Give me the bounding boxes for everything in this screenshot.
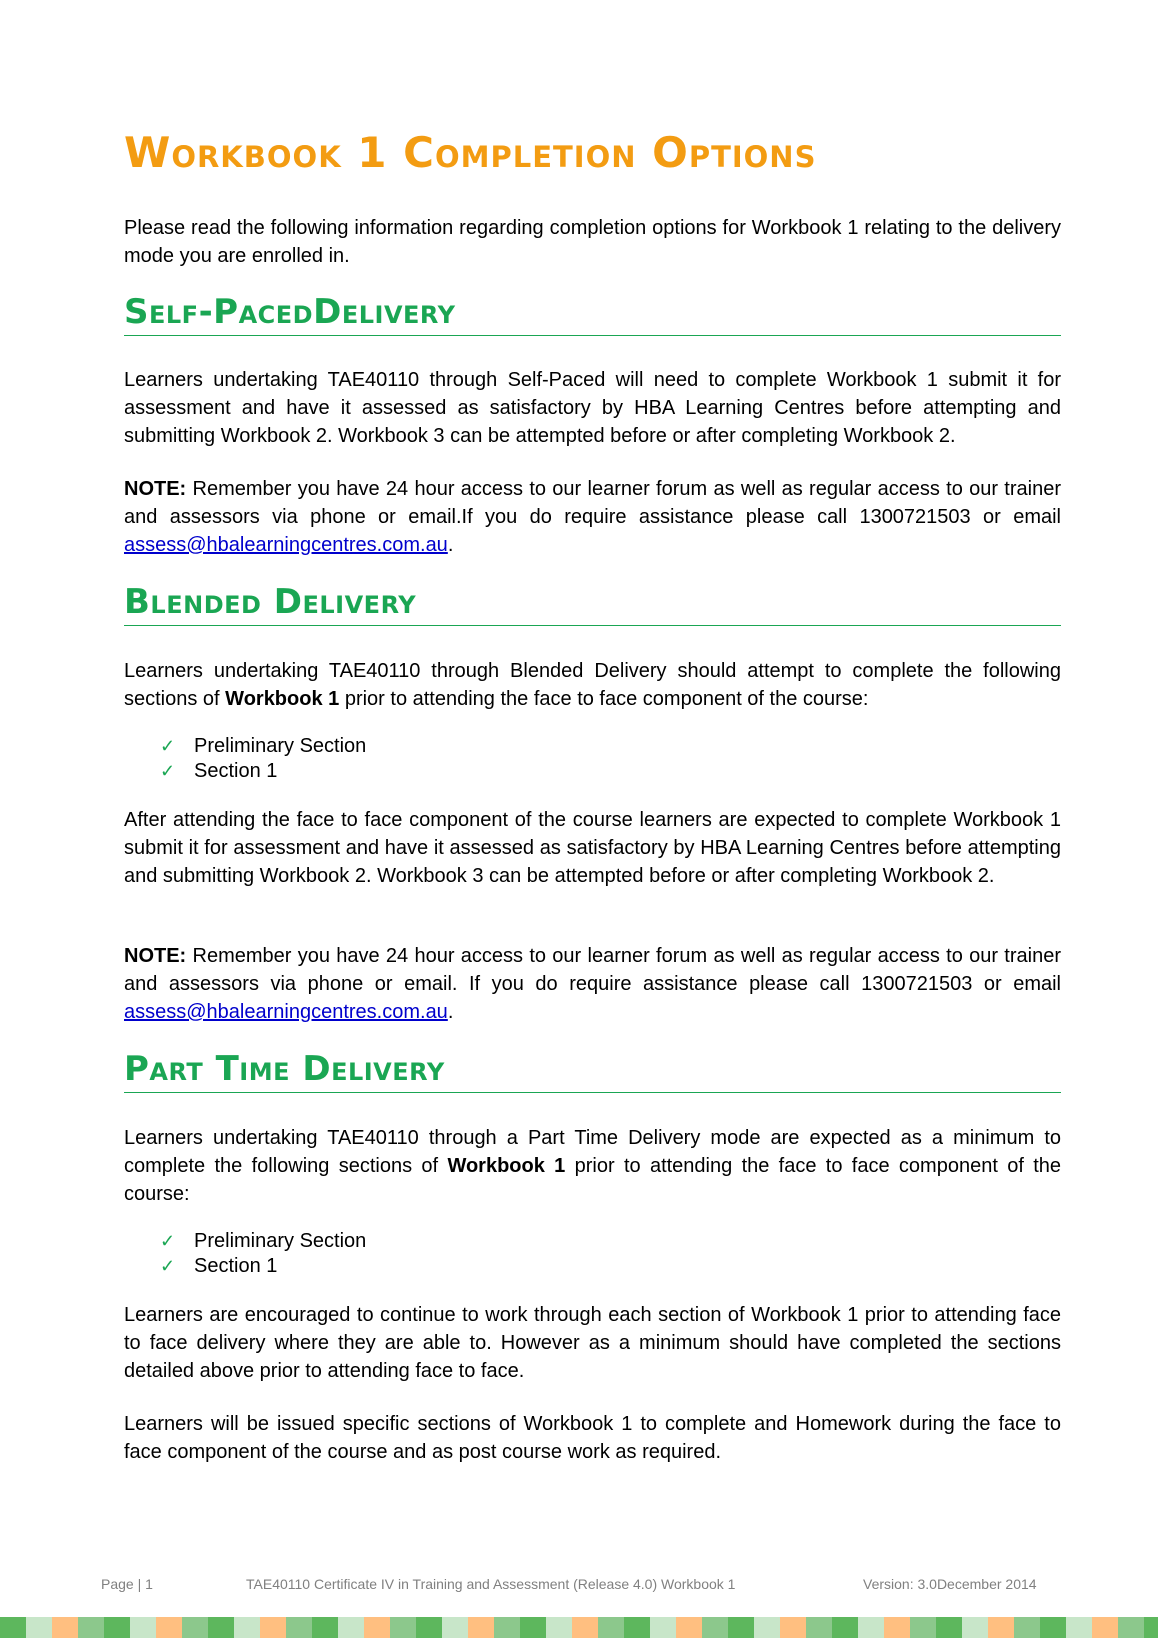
part-time-checklist [160, 1229, 366, 1279]
part-time-paragraph-3: Learners will be issued specific sections of Workbook 1 to complete and Homework during the face to face component of the course and as post course work as required. [124, 1413, 1061, 1463]
strip-block [1014, 1617, 1040, 1638]
blended-paragraph-1 [124, 657, 1061, 713]
self-paced-note [124, 475, 1061, 559]
blended-bold: Workbook 1 [225, 688, 340, 710]
strip-block [910, 1617, 936, 1638]
strip-block [988, 1617, 1014, 1638]
strip-block [468, 1617, 494, 1638]
strip-block [182, 1617, 208, 1638]
strip-block [416, 1617, 442, 1638]
strip-block [1066, 1617, 1092, 1638]
blended-paragraph-2: After attending the face to face component of the course learners are expected to complete Workbook 1 submit it for assessment and have it assessed as satisfactory by HBA Learning Centres before attempting and submitting Workbook 2. Workbook 3 can be attempted before or after completing Workbook 2. [124, 809, 1061, 887]
strip-block [338, 1617, 364, 1638]
strip-block [520, 1617, 546, 1638]
strip-block [884, 1617, 910, 1638]
part-time-paragraph-1 [124, 1124, 1061, 1208]
strip-block [1092, 1617, 1118, 1638]
page-title: Workbook 1 Completion Options [124, 128, 817, 177]
strip-block [104, 1617, 130, 1638]
list-item [160, 759, 366, 784]
strip-block [650, 1617, 676, 1638]
part-time-text-a: Learners undertaking TAE40110 through a Part Time Delivery mode are expected as a minimum to complete the following sections of [124, 1127, 1061, 1177]
email-link[interactable]: assess@hbalearningcentres.com.au [124, 534, 448, 556]
list-item [160, 1229, 366, 1254]
strip-block [728, 1617, 754, 1638]
footer-course-title: TAE40110 Certificate IV in Training and Assessment (Release 4.0) Workbook 1 [246, 1576, 736, 1592]
strip-block [156, 1617, 182, 1638]
blended-text-b: prior to attending the face to face component of the course: [339, 688, 869, 710]
blended-text-a: Learners undertaking TAE40110 through Blended Delivery should attempt to complete the following sections of [124, 660, 1061, 710]
list-item-label: Section 1 [194, 760, 278, 782]
heading-self-paced: Self-PacedDelivery [124, 292, 1061, 336]
strip-block [286, 1617, 312, 1638]
strip-block [624, 1617, 650, 1638]
part-time-bold: Workbook 1 [447, 1155, 566, 1177]
part-time-text-b: prior to attending the face to face component of the course: [124, 1155, 1062, 1205]
heading-part-time: Part Time Delivery [124, 1049, 1061, 1093]
strip-block [546, 1617, 572, 1638]
list-item-label: Preliminary Section [194, 1230, 367, 1252]
intro-paragraph: Please read the following information regarding completion options for Workbook 1 relating to the delivery mode you are enrolled in. [124, 217, 1061, 267]
page-footer [0, 1576, 1158, 1596]
strip-block [130, 1617, 156, 1638]
strip-block [364, 1617, 390, 1638]
checkmark-icon: ✓ [160, 761, 176, 781]
strip-block [754, 1617, 780, 1638]
strip-block [936, 1617, 962, 1638]
strip-block [390, 1617, 416, 1638]
heading-blended: Blended Delivery [124, 582, 1061, 626]
footer-version: Version: 3.0December 2014 [863, 1576, 1037, 1592]
strip-block [494, 1617, 520, 1638]
list-item-label: Preliminary Section [194, 735, 367, 757]
strip-block [1144, 1617, 1158, 1638]
strip-block [702, 1617, 728, 1638]
note-text: Remember you have 24 hour access to our learner forum as well as regular access to our trainer and assessors via phone or email.If you do require assistance please call 1300721503 or email [124, 478, 1061, 528]
strip-block [962, 1617, 988, 1638]
note-text: Remember you have 24 hour access to our learner forum as well as regular access to our trainer and assessors via phone or email. If you do require assistance please call 1300721503 or email [124, 945, 1061, 995]
strip-block [858, 1617, 884, 1638]
strip-block [312, 1617, 338, 1638]
strip-block [26, 1617, 52, 1638]
strip-block [806, 1617, 832, 1638]
strip-block [78, 1617, 104, 1638]
note-period: . [447, 534, 454, 556]
strip-block [234, 1617, 260, 1638]
strip-block [260, 1617, 286, 1638]
strip-block [208, 1617, 234, 1638]
strip-block [572, 1617, 598, 1638]
part-time-paragraph-2: Learners are encouraged to continue to work through each section of Workbook 1 prior to attending face to face delivery where they are able to. However as a minimum should have completed the sections detailed above prior to attending face to face. [124, 1304, 1061, 1382]
self-paced-paragraph: Learners undertaking TAE40110 through Self-Paced will need to complete Workbook 1 submit it for assessment and have it assessed as satisfactory by HBA Learning Centres before attempting and submitting Workbook 2. Workbook 3 can be attempted before or after completing Workbook 2. [124, 369, 1061, 447]
checkmark-icon: ✓ [160, 1231, 176, 1251]
strip-block [442, 1617, 468, 1638]
checkmark-icon: ✓ [160, 1256, 176, 1276]
decorative-color-strip [0, 1617, 1158, 1638]
strip-block [832, 1617, 858, 1638]
blended-note [124, 942, 1061, 1026]
strip-block [1118, 1617, 1144, 1638]
list-item-label: Section 1 [194, 1255, 278, 1277]
strip-block [52, 1617, 78, 1638]
list-item [160, 734, 366, 759]
blended-checklist [160, 734, 366, 784]
strip-block [598, 1617, 624, 1638]
strip-block [1040, 1617, 1066, 1638]
strip-block [676, 1617, 702, 1638]
strip-block [0, 1617, 26, 1638]
checkmark-icon: ✓ [160, 736, 176, 756]
email-link[interactable]: assess@hbalearningcentres.com.au [124, 1001, 448, 1023]
note-period: . [447, 1001, 454, 1023]
note-label: NOTE: [124, 478, 187, 500]
note-label: NOTE: [124, 945, 187, 967]
list-item [160, 1254, 366, 1279]
footer-page-number: Page | 1 [101, 1576, 153, 1592]
strip-block [780, 1617, 806, 1638]
